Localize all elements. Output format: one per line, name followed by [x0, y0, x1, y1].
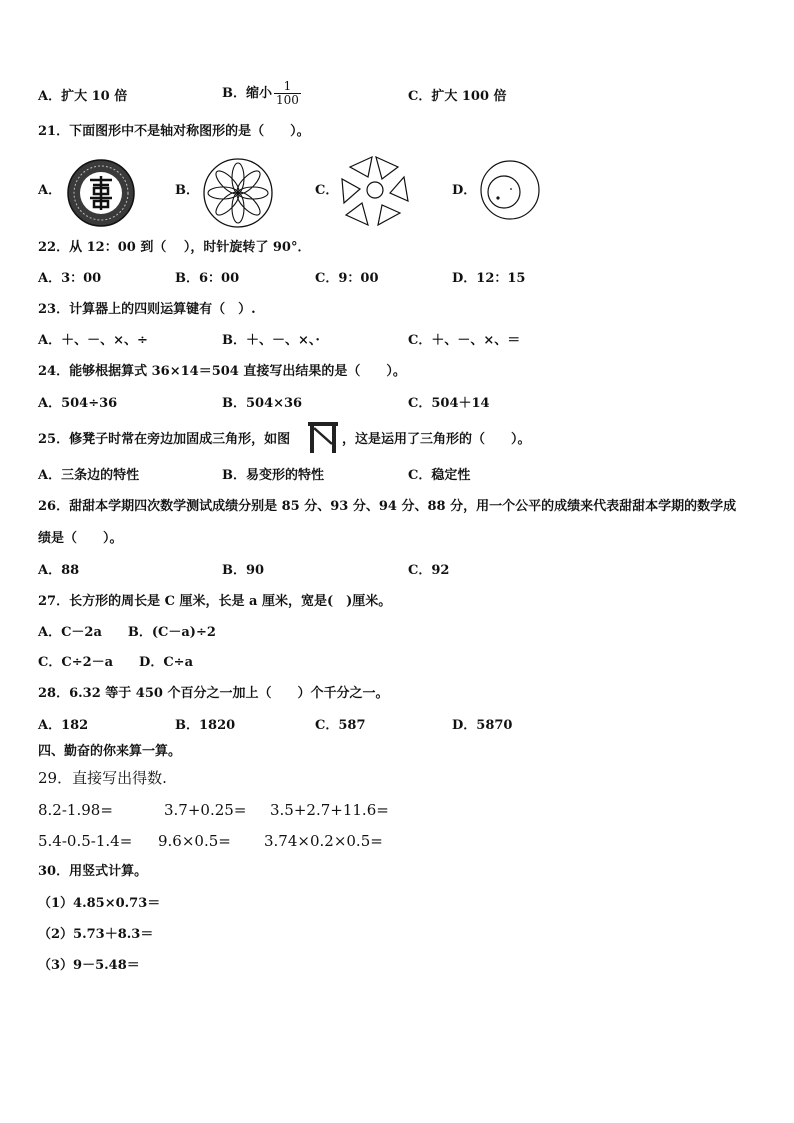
circles-figure — [478, 158, 542, 222]
q23-option-c: C．＋、－、×、＝ — [408, 333, 521, 348]
q27-options-cd: C．C÷2－a D．C÷a — [38, 655, 193, 670]
q21-option-c: C． — [315, 183, 339, 198]
q24-option-c: C．504＋14 — [408, 396, 490, 411]
q28-option-c: C．587 — [315, 718, 366, 733]
q22-stem: 22．从 12：00 到（ ），时针旋转了 90°． — [38, 240, 311, 255]
q28-option-d: D．5870 — [452, 718, 513, 733]
q21-option-a: A． — [38, 183, 62, 198]
q26-option-c: C．92 — [408, 563, 450, 578]
q28-option-b: B．1820 — [175, 718, 236, 733]
q25-stem-start: 25．修凳子时常在旁边加固成三角形，如图 — [38, 432, 291, 447]
q29-expression: 3.5+2.7+11.6= — [270, 801, 389, 819]
q21-option-d: D． — [452, 183, 477, 198]
q29-expression: 3.7+0.25= — [164, 801, 247, 819]
q22-option-d: D．12：15 — [452, 271, 526, 286]
q30-problem-2: （2）5.73＋8.3＝ — [38, 927, 154, 942]
pinwheel-triangles-figure — [338, 153, 414, 229]
q21-option-b: B． — [175, 183, 199, 198]
q29-expression: 3.74×0.2×0.5= — [264, 832, 383, 850]
q28-option-a: A．182 — [38, 718, 89, 733]
section-heading: 四、勤奋的你来算一算。 — [38, 744, 182, 759]
q23-option-b: B．＋、－、×、· — [222, 333, 320, 348]
q26-option-a: A．88 — [38, 563, 80, 578]
double-happiness-emblem-figure — [66, 158, 136, 228]
q29-expression: 9.6×0.5= — [158, 832, 231, 850]
q22-option-b: B．6：00 — [175, 271, 240, 286]
q20-option-c: C．扩大 100 倍 — [408, 89, 507, 104]
q22-option-c: C．9：00 — [315, 271, 379, 286]
q29-expression: 8.2-1.98= — [38, 801, 113, 819]
q23-stem: 23．计算器上的四则运算键有（ ）. — [38, 302, 256, 317]
q20-option-b — [222, 80, 301, 107]
q27-stem: 27．长方形的周长是 C 厘米，长是 a 厘米，宽是( )厘米。 — [38, 594, 392, 609]
q26-stem-line2: 绩是（ ）。 — [38, 531, 123, 546]
q26-option-b: B．90 — [222, 563, 265, 578]
q25-option-a: A．三条边的特性 — [38, 468, 140, 483]
q30-problem-3: （3）9－5.48＝ — [38, 958, 140, 973]
q24-option-a: A．504÷36 — [38, 396, 118, 411]
q30-stem: 30．用竖式计算。 — [38, 864, 148, 879]
q21-stem: 21．下面图形中不是轴对称图形的是（ ）。 — [38, 124, 310, 139]
q25-option-b: B．易变形的特性 — [222, 468, 324, 483]
q30-problem-1: （1）4.85×0.73＝ — [38, 896, 161, 911]
fraction-denominator: 100 — [276, 93, 299, 107]
flower-petal-circle-figure — [202, 157, 274, 229]
q28-stem: 28．6.32 等于 450 个百分之一加上（ ）个千分之一。 — [38, 686, 389, 701]
q27-options-ab: A．C－2a B．(C－a)÷2 — [38, 625, 216, 640]
q29-stem: 29．直接写出得数. — [38, 769, 167, 787]
q22-option-a: A．3：00 — [38, 271, 102, 286]
q20-option-b-label: B．缩小 — [222, 86, 272, 101]
q24-option-b: B．504×36 — [222, 396, 303, 411]
fraction-numerator: 1 — [274, 80, 301, 94]
q25-stem-end: ，这是运用了三角形的（ ）。 — [342, 432, 531, 447]
fraction — [274, 80, 301, 107]
reinforced-stool-figure — [306, 418, 340, 454]
q25-option-c: C．稳定性 — [408, 468, 471, 483]
q29-expression: 5.4-0.5-1.4= — [38, 832, 133, 850]
q24-stem: 24．能够根据算式 36×14＝504 直接写出结果的是（ ）。 — [38, 364, 406, 379]
q20-option-a: A．扩大 10 倍 — [38, 89, 128, 104]
q23-option-a: A．＋、－、×、÷ — [38, 333, 148, 348]
q26-stem-line1: 26．甜甜本学期四次数学测试成绩分别是 85 分、93 分、94 分、88 分，用一个公平的成绩来代表甜甜本学期的数学成 — [38, 499, 737, 514]
